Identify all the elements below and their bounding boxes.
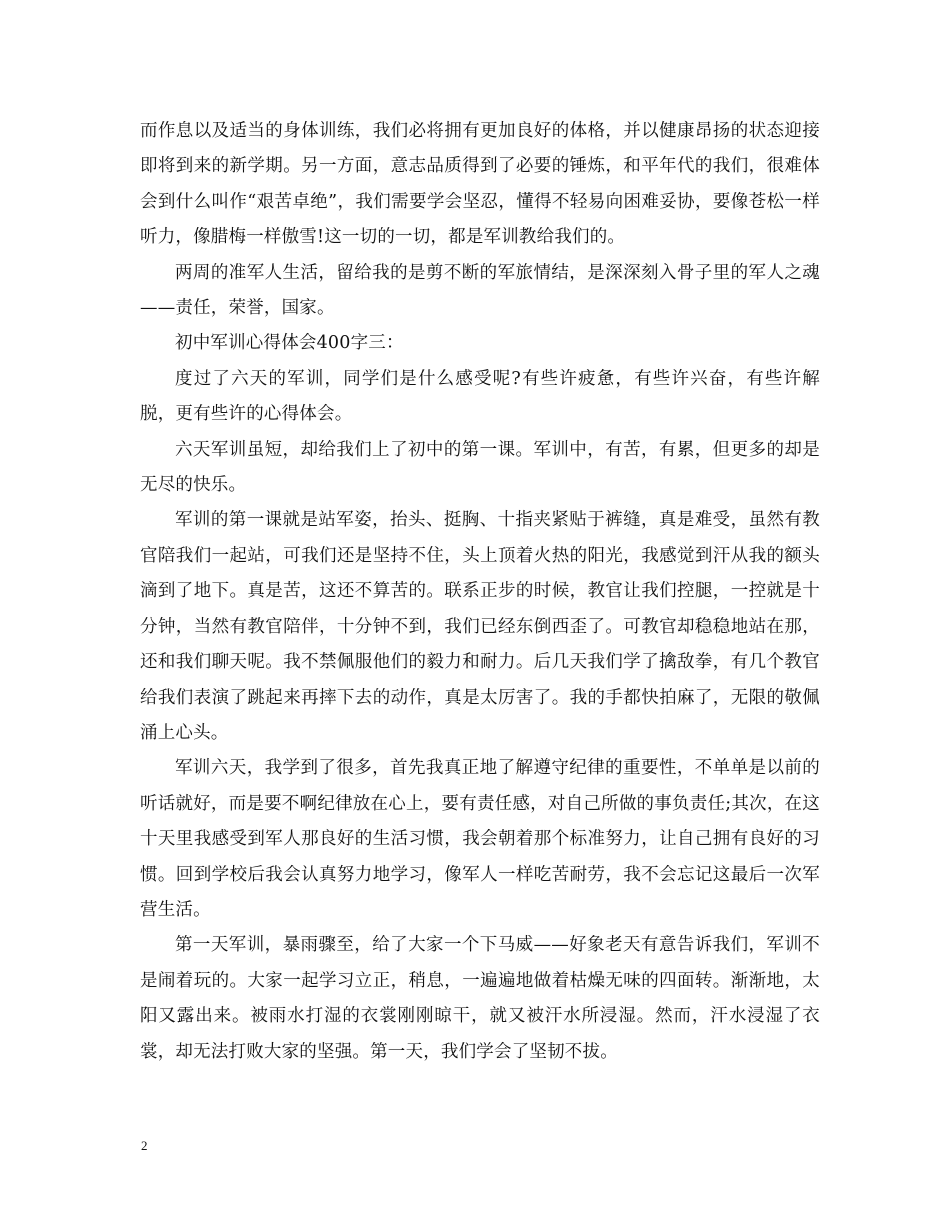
paragraph-1: 而作息以及适当的身体训练，我们必将拥有更加良好的体格，并以健康昂扬的状态迎接即将到来的新学期。另一方面，意志品质得到了必要的锤炼，和平年代的我们，很难体会到什么叫作“艰苦卓绝”，我们需要学会坚忍，懂得不轻易向困难妥协，要像苍松一样听力，像腊梅一样傲雪!这一切的一切，都是军训教给我们的。 [140, 121, 820, 248]
page-number: 2 [141, 1138, 148, 1153]
paragraph-4: 六天军训虽短，却给我们上了初中的第一课。军训中，有苦，有累，但更多的却是无尽的快乐。 [140, 439, 820, 496]
paragraph-7: 第一天军训，暴雨骤至，给了大家一个下马威——好象老天有意告诉我们，军训不是闹着玩的。大家一起学习立正，稍息，一遍遍地做着枯燥无味的四面转。渐渐地，太阳又露出来。被雨水打湿的衣裳刚刚晾干，就又被汗水所浸湿。然而，汗水浸湿了衣裳，却无法打败大家的坚强。第一天，我们学会了坚韧不拔。 [140, 935, 820, 1062]
paragraph-5: 军训的第一课就是站军姿，抬头、挺胸、十指夹紧贴于裤缝，真是难受，虽然有教官陪我们一起站，可我们还是坚持不住，头上顶着火热的阳光，我感觉到汗从我的额头滴到了地下。真是苦，这还不算苦的。联系正步的时候，教官让我们控腿，一控就是十分钟，当然有教官陪伴，十分钟不到，我们已经东倒西歪了。可教官却稳稳地站在那，还和我们聊天呢。我不禁佩服他们的毅力和耐力。后几天我们学了擒敌拳，有几个教官给我们表演了跳起来再摔下去的动作，真是太厉害了。我的手都快拍麻了，无限的敬佩涌上心头。 [140, 510, 820, 743]
paragraph-6: 军训六天，我学到了很多，首先我真正地了解遵守纪律的重要性，不单单是以前的听话就好，而是要不啊纪律放在心上，要有责任感，对自己所做的事负责任;其次，在这十天里我感受到军人那良好的生活习惯，我会朝着那个标准努力，让自己拥有良好的习惯。回到学校后我会认真努力地学习，像军人一样吃苦耐劳，我不会忘记这最后一次军营生活。 [140, 758, 820, 920]
paragraph-3: 度过了六天的军训，同学们是什么感受呢?有些许疲惫，有些许兴奋，有些许解脱，更有些许的心得体会。 [140, 368, 820, 425]
section-heading: 初中军训心得体会400字三： [175, 333, 404, 354]
document-body [140, 114, 820, 1070]
paragraph-2: 两周的准军人生活，留给我的是剪不断的军旅情结，是深深刻入骨子里的军人之魂——责任，荣誉，国家。 [140, 262, 820, 319]
